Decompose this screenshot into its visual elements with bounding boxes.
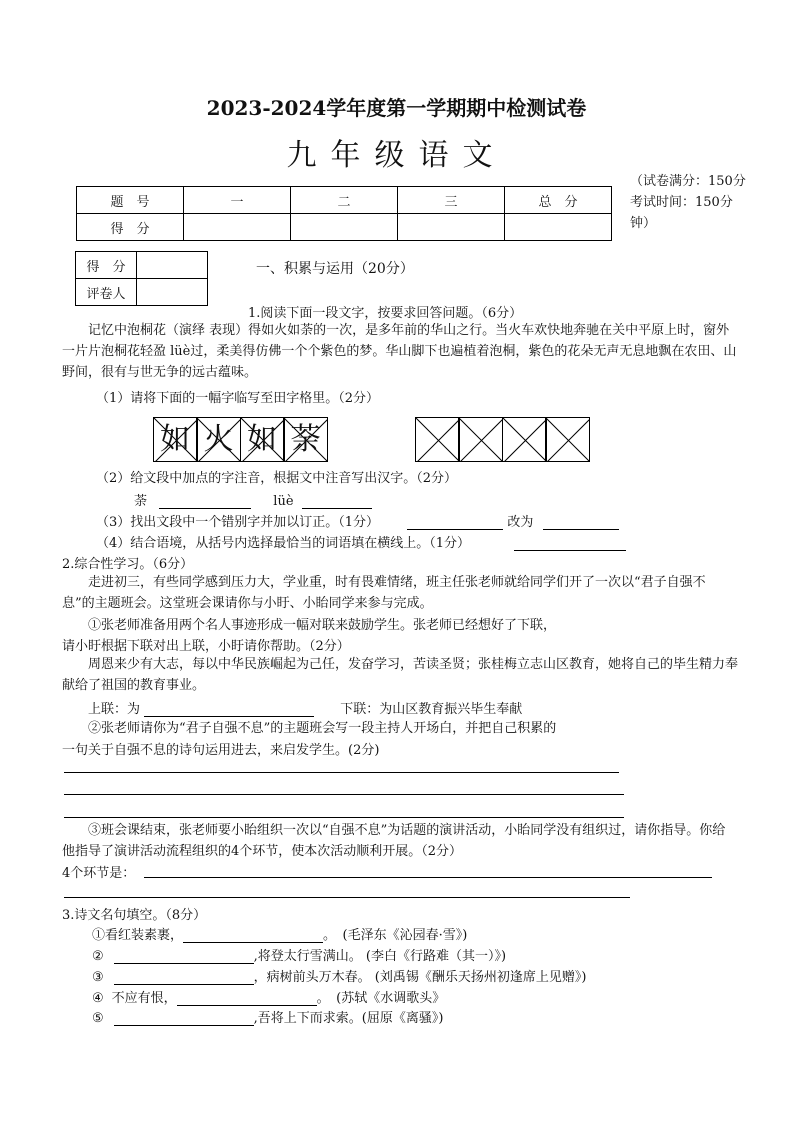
grader-score-label: 得 分 (76, 252, 137, 279)
q1-sub2-answers (134, 490, 372, 509)
q1-sub4-blank[interactable] (514, 536, 626, 551)
q3-line-3 (92, 966, 586, 985)
q2-item3-label: 4个环节是： (62, 866, 136, 881)
q2-item2-a: ②张老师请你为“君子自强不息”的主题班会写一段主持人开场白，并把自己积累的 (88, 721, 557, 736)
q3-pre: 不应有恨， (111, 991, 177, 1006)
model-char-grid (154, 417, 328, 462)
model-char: 荼 (290, 422, 321, 457)
q2-couplet (88, 698, 522, 717)
score-header-cell: 题 号 (77, 187, 184, 214)
model-char: 如 (247, 422, 277, 457)
q1-sub2: （2）给文段中加点的字注音，根据文中注音写出汉字。（2分） (96, 471, 458, 486)
q3-blank[interactable] (114, 970, 254, 985)
q1-sub1: （1）请将下面的一幅字临写至田字格里。（2分） (96, 391, 380, 406)
q1-passage: 记忆中泡桐花（演绎 表现）得如火如荼的一次，是多年前的华山之行。当火车欢快地奔驰在关中平原上时，窗外一片片泡桐花轻盈 lüè过，柔美得仿佛一个个紫色的梦。华山脚下也遍植着泡桐，紫色的花朵无声无息地飘在农田、山野间，很有与世无争的远古蕴味。 (62, 323, 737, 380)
q1-sub3-wrong-blank[interactable] (407, 515, 503, 530)
q2-item1-a: ①张老师准备用两个名人事迹形成一幅对联来鼓励学生。张老师已经想好了下联， (88, 618, 557, 633)
score-header-cell: 总 分 (505, 187, 612, 214)
q2-upper-blank[interactable] (144, 702, 314, 717)
q3-num: ⑤ (92, 1011, 104, 1026)
exam-title: 2023-2024学年度第一学期期中检测试卷 (206, 96, 587, 120)
model-char-cell (153, 417, 198, 462)
score-header-cell: 一 (184, 187, 291, 214)
q3-line-4 (92, 987, 445, 1006)
q3-post: 。 (苏轼《水调歌头》 (316, 991, 446, 1006)
answer-char-grid[interactable] (416, 417, 590, 462)
q1-sub2-b-blank[interactable] (302, 494, 372, 509)
model-char-cell (283, 417, 328, 462)
score-table (76, 186, 612, 241)
answer-line[interactable] (144, 877, 712, 878)
q2-item3: ③班会课结束，张老师要小眙组织一次以“自强不息”为话题的演讲活动，小眙同学没有组织过，请你指导。你给他指导了演讲活动流程组织的4个环节，使本次活动顺利开展。（2分） (62, 823, 726, 859)
q1-sub2-a-blank[interactable] (159, 494, 251, 509)
score-header-cell: 二 (291, 187, 398, 214)
q1-sub3-change: 改为 (507, 515, 534, 530)
q3-num: ② (92, 949, 104, 964)
q2-story: 周恩来少有大志，每以中华民族崛起为己任，发奋学习，苦读圣贤；张桂梅立志山区教育，她将自己的毕生精力奉献给了祖国的教育事业。 (62, 657, 739, 693)
q3-blank[interactable] (114, 1011, 254, 1026)
q2-intro: 走进初三，有些同学感到压力大，学业重，时有畏难情绪，班主任张老师就给同学们开了一次以“君子自强不息”的主题班会。这堂班会课请你与小盱、小眙同学来参与完成。 (62, 575, 706, 611)
q3-blank[interactable] (177, 991, 317, 1006)
score-row-label: 得 分 (77, 214, 184, 241)
answer-char-cell[interactable] (415, 417, 460, 462)
q3-post: 。 (毛泽东《沁园春·雪》) (323, 928, 468, 943)
q2-item2-b: 一句关于自强不息的诗句运用进去，来启发学生。(2分) (62, 743, 380, 758)
exam-note: （试卷满分：150分 考试时间：150分钟） (630, 174, 746, 231)
q1-sub4-line (96, 532, 626, 551)
q3-line-5 (92, 1007, 443, 1026)
model-char: 如 (160, 422, 190, 457)
exam-subtitle: 九年级语文 (286, 138, 507, 173)
model-char-cell (196, 417, 241, 462)
score-blank-cell[interactable] (184, 214, 291, 241)
grader-score-blank[interactable] (137, 252, 208, 279)
q3-post: ,将登太行雪满山。 (李白《行路难（其一）》) (253, 949, 507, 964)
q3-line-1 (92, 924, 467, 943)
q2-upper-label: 上联：为 (88, 702, 141, 717)
q1-sub3-line (96, 511, 619, 530)
answer-line[interactable] (64, 817, 624, 818)
answer-line[interactable] (64, 897, 630, 898)
q1-sub3-correct-blank[interactable] (543, 515, 619, 530)
q1-sub2-b-label: lüè (273, 494, 294, 509)
grader-name-blank[interactable] (137, 279, 208, 306)
q3-num: ④ (92, 991, 104, 1006)
answer-char-cell[interactable] (502, 417, 547, 462)
section-heading: 一、积累与运用（20分） (256, 261, 414, 277)
q1-sub3: （3）找出文段中一个错别字并加以订正。（1分） (96, 515, 380, 530)
q3-num: ③ (92, 970, 104, 985)
q1-sub2-a-label: 荼 (134, 494, 148, 509)
answer-line[interactable] (64, 772, 619, 773)
score-blank-cell[interactable] (291, 214, 398, 241)
score-header-cell: 三 (398, 187, 505, 214)
q3-line-2 (92, 945, 506, 964)
model-char: 火 (203, 422, 234, 457)
q1-sub4: （4）结合语境，从括号内选择最恰当的词语填在横线上。（1分） (96, 536, 471, 551)
score-blank-cell[interactable] (398, 214, 505, 241)
q3-prompt: 3.诗文名句填空。（8分） (62, 908, 207, 923)
answer-char-cell[interactable] (545, 417, 590, 462)
q2-prompt: 2.综合性学习。（6分） (62, 557, 194, 572)
q3-post: ，病树前头万木春。 (刘禹锡《酬乐天扬州初逢席上见赠》) (253, 970, 587, 985)
q3-blank[interactable] (183, 928, 323, 943)
q3-pre: 看红装素裹， (105, 928, 184, 943)
answer-line[interactable] (64, 794, 624, 795)
grader-name-label: 评卷人 (76, 279, 137, 306)
q2-item1-b: 请小盱根据下联对出上联，小盱请你帮助。（2分） (62, 639, 350, 654)
score-blank-cell[interactable] (505, 214, 612, 241)
q3-blank[interactable] (114, 949, 254, 964)
q1-prompt: 1.阅读下面一段文字，按要求回答问题。（6分） (248, 306, 523, 321)
q2-lower: 下联：为山区教育振兴毕生奉献 (340, 702, 523, 717)
grader-table (75, 251, 208, 306)
q3-post: ,吾将上下而求索。(屈原《离骚》) (253, 1011, 444, 1026)
q3-num: ① (92, 928, 106, 943)
model-char-cell (240, 417, 285, 462)
answer-char-cell[interactable] (458, 417, 503, 462)
